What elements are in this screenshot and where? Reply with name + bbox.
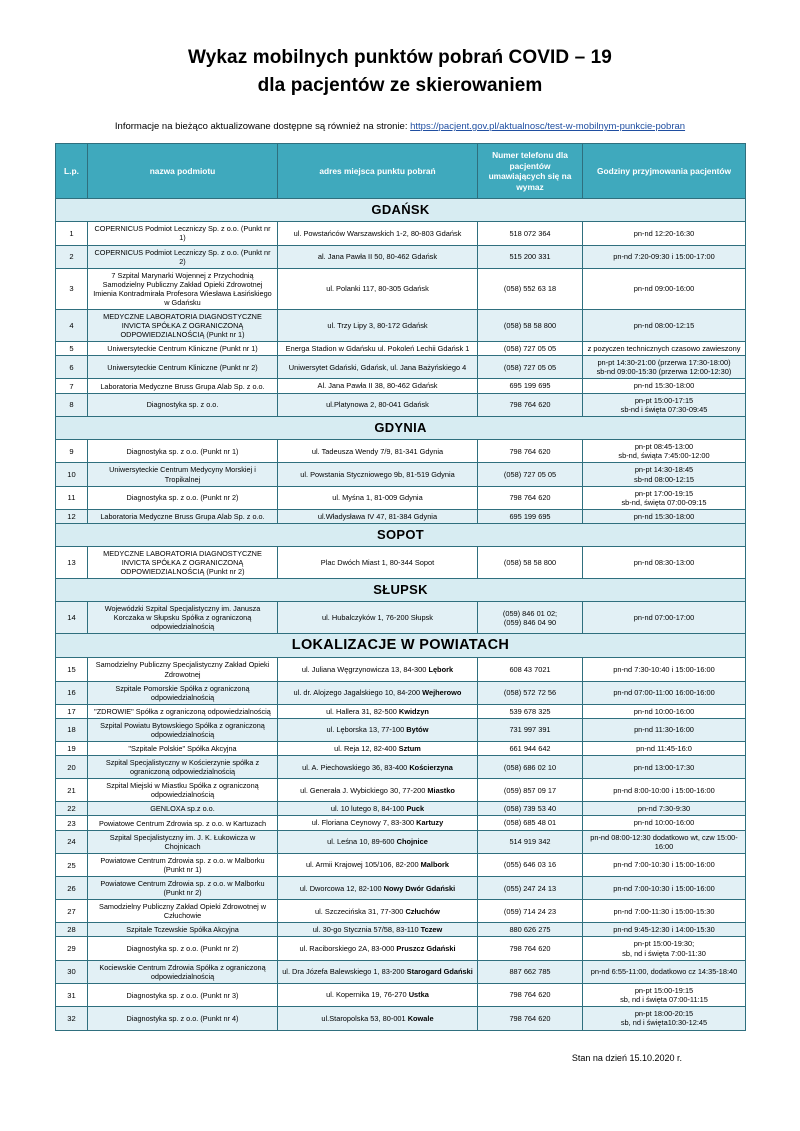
table-row xyxy=(56,756,746,779)
table-row xyxy=(56,681,746,704)
entity-name: 7 Szpital Marynarki Wojennej z Przychodnią Samodzielny Publiczny Zakład Opieki Zdrowotnej Imienia Kontradmirała Profesora Wiesława Łasińskiego w Gdańsku xyxy=(88,268,278,309)
row-index: 31 xyxy=(56,983,88,1006)
entity-phone: 798 764 620 xyxy=(478,439,583,462)
entity-hours: z pozyczen technicznych czasowo zawieszony xyxy=(583,341,746,355)
entity-phone: (058) 727 05 05 xyxy=(478,356,583,379)
entity-hours: pn-nd 7:00-11:30 i 15:00-15:30 xyxy=(583,900,746,923)
entity-name: Diagnostyka sp. z o.o. (Punkt nr 4) xyxy=(88,1007,278,1030)
section-header-row xyxy=(56,416,746,439)
entity-phone: 515 200 331 xyxy=(478,245,583,268)
entity-hours: pn-nd 15:30-18:00 xyxy=(583,379,746,393)
entity-hours: pn-pt 14:30-18:45 sb-nd 08:00-12:15 xyxy=(583,463,746,486)
table-row xyxy=(56,341,746,355)
entity-phone: 539 678 325 xyxy=(478,704,583,718)
table-row xyxy=(56,602,746,634)
entity-hours: pn-nd 7:20-09:30 i 15:00-17:00 xyxy=(583,245,746,268)
page-title xyxy=(55,44,745,99)
entity-name: Szpital Specjalistyczny w Kościerzynie spółka z ograniczoną odpowiedzialnością xyxy=(88,756,278,779)
row-index: 9 xyxy=(56,439,88,462)
entity-hours: pn-nd 6:55-11:00, dodatkowo cz 14:35-18:40 xyxy=(583,960,746,983)
table-row xyxy=(56,741,746,755)
title-line-2: dla pacjentów ze skierowaniem xyxy=(257,74,543,96)
entity-phone: 608 43 7021 xyxy=(478,658,583,681)
entity-name: Diagnostyka sp. z o.o. (Punkt nr 1) xyxy=(88,439,278,462)
entity-phone: 518 072 364 xyxy=(478,222,583,245)
table-row xyxy=(56,900,746,923)
entity-phone: (059) 846 01 02; (059) 846 04 90 xyxy=(478,602,583,634)
table-header-row xyxy=(56,144,746,199)
entity-name: Diagnostyka sp. z o.o. (Punkt nr 3) xyxy=(88,983,278,1006)
entity-phone: (055) 247 24 13 xyxy=(478,877,583,900)
table-row xyxy=(56,937,746,960)
entity-name: "Szpitale Polskie" Spółka Akcyjna xyxy=(88,741,278,755)
entity-address: ul. Hubalczyków 1, 76-200 Słupsk xyxy=(278,602,478,634)
entity-address: ul. Leśna 10, 89-600 Chojnice xyxy=(278,830,478,853)
table-row xyxy=(56,393,746,416)
entity-hours: pn-nd 11:30-16:00 xyxy=(583,718,746,741)
entity-hours: pn-pt 08:45-13:00 sb-nd, świąta 7:45:00-12:00 xyxy=(583,439,746,462)
row-index: 1 xyxy=(56,222,88,245)
row-index: 21 xyxy=(56,779,88,802)
entity-name: COPERNICUS Podmiot Leczniczy Sp. z o.o. (Punkt nr 1) xyxy=(88,222,278,245)
entity-address: al. Jana Pawła II 50, 80-462 Gdańsk xyxy=(278,245,478,268)
col-header-lp: L.p. xyxy=(56,144,88,199)
row-index: 24 xyxy=(56,830,88,853)
entity-address: ul.Staropolska 53, 80-001 Kowale xyxy=(278,1007,478,1030)
row-index: 2 xyxy=(56,245,88,268)
table-row xyxy=(56,510,746,524)
entity-name: Diagnostyka sp. z o.o. (Punkt nr 2) xyxy=(88,486,278,509)
col-header-phone: Numer telefonu dla pacjentów umawiających się na wymaz xyxy=(478,144,583,199)
entity-address: ul. Dworcowa 12, 82-100 Nowy Dwór Gdański xyxy=(278,877,478,900)
table-row xyxy=(56,704,746,718)
entity-name: Uniwersyteckie Centrum Medycyny Morskiej i Tropikalnej xyxy=(88,463,278,486)
entity-name: "ZDROWIE" Spółka z ograniczoną odpowiedzialnością xyxy=(88,704,278,718)
table-head xyxy=(56,144,746,199)
row-index: 4 xyxy=(56,309,88,341)
entity-phone: 695 199 695 xyxy=(478,510,583,524)
row-index: 29 xyxy=(56,937,88,960)
row-index: 8 xyxy=(56,393,88,416)
row-index: 27 xyxy=(56,900,88,923)
entity-hours: pn-nd 08:00-12:30 dodatkowo wt, czw 15:00-16:00 xyxy=(583,830,746,853)
entity-name: Samodzielny Publiczny Zakład Opieki Zdrowotnej w Człuchowie xyxy=(88,900,278,923)
entity-address: ul. Myśna 1, 81-009 Gdynia xyxy=(278,486,478,509)
entity-name: Szpital Specjalistyczny im. J. K. Łukowicza w Chojnicach xyxy=(88,830,278,853)
entity-name: Uniwersyteckie Centrum Kliniczne (Punkt nr 2) xyxy=(88,356,278,379)
table-row xyxy=(56,245,746,268)
table-body xyxy=(56,199,746,1030)
entity-hours: pn-nd 7:00-10:30 i 15:00-16:00 xyxy=(583,877,746,900)
entity-name: Kociewskie Centrum Zdrowia Spółka z ograniczoną odpowiedzialnością xyxy=(88,960,278,983)
entity-hours: pn-nd 15:30-18:00 xyxy=(583,510,746,524)
table-row xyxy=(56,486,746,509)
table-row xyxy=(56,830,746,853)
table-row xyxy=(56,463,746,486)
table-row xyxy=(56,268,746,309)
entity-hours: pn-nd 08:30-13:00 xyxy=(583,547,746,579)
entity-address: ul. Kopernika 19, 76-270 Ustka xyxy=(278,983,478,1006)
table-row xyxy=(56,816,746,830)
row-index: 22 xyxy=(56,802,88,816)
section-header-row xyxy=(56,579,746,602)
entity-address: Energa Stadion w Gdańsku ul. Pokoleń Lechii Gdańsk 1 xyxy=(278,341,478,355)
entity-address: ul. Trzy Lipy 3, 80-172 Gdańsk xyxy=(278,309,478,341)
entity-address: ul. Raciborskiego 2A, 83-000 Pruszcz Gdański xyxy=(278,937,478,960)
entity-name: MEDYCZNE LABORATORIA DIAGNOSTYCZNE INVICTA SPÓŁKA Z OGRANICZONĄ ODPOWIEDZIALNOŚCIĄ (Punkt nr 2) xyxy=(88,547,278,579)
entity-address: ul. Floriana Ceynowy 7, 83-300 Kartuzy xyxy=(278,816,478,830)
entity-name: MEDYCZNE LABORATORIA DIAGNOSTYCZNE INVICTA SPÓŁKA Z OGRANICZONĄ ODPOWIEDZIALNOŚCIĄ (Punkt nr 1) xyxy=(88,309,278,341)
entity-name: Laboratoria Medyczne Bruss Grupa Alab Sp. z o.o. xyxy=(88,379,278,393)
entity-phone: 798 764 620 xyxy=(478,983,583,1006)
entity-hours: pn-nd 7:30-9:30 xyxy=(583,802,746,816)
entity-hours: pn-nd 8:00-10:00 i 15:00-16:00 xyxy=(583,779,746,802)
entity-address: Plac Dwóch Miast 1, 80-344 Sopot xyxy=(278,547,478,579)
entity-phone: 798 764 620 xyxy=(478,486,583,509)
entity-hours: pn-nd 07:00-17:00 xyxy=(583,602,746,634)
entity-phone: (055) 646 03 16 xyxy=(478,853,583,876)
row-index: 12 xyxy=(56,510,88,524)
entity-address: ul. Generała J. Wybickiego 30, 77-200 Miastko xyxy=(278,779,478,802)
entity-address: ul.Władysława IV 47, 81-384 Gdynia xyxy=(278,510,478,524)
entity-phone: (058) 739 53 40 xyxy=(478,802,583,816)
entity-hours: pn-nd 11:45-16:0 xyxy=(583,741,746,755)
entity-name: Szpitale Tczewskie Spółka Akcyjna xyxy=(88,923,278,937)
entity-hours: pn-pt 14:30-21:00 (przerwa 17:30-18:00) sb-nd 09:00-15:30 (przerwa 12:00-12:30) xyxy=(583,356,746,379)
row-index: 14 xyxy=(56,602,88,634)
section-title: GDYNIA xyxy=(56,416,746,439)
entity-name: Diagnostyka sp. z o.o. xyxy=(88,393,278,416)
row-index: 10 xyxy=(56,463,88,486)
entity-name: Szpital Miejski w Miastku Spółka z ograniczoną odpowiedzialnością xyxy=(88,779,278,802)
row-index: 19 xyxy=(56,741,88,755)
row-index: 16 xyxy=(56,681,88,704)
section-header-row xyxy=(56,199,746,222)
entity-address: ul. Powstania Styczniowego 9b, 81-519 Gdynia xyxy=(278,463,478,486)
entity-name: Szpital Powiatu Bytowskiego Spółka z ograniczoną odpowiedzialnością xyxy=(88,718,278,741)
entity-name: Powiatowe Centrum Zdrowia sp. z o.o. w Malborku (Punkt nr 1) xyxy=(88,853,278,876)
table-row xyxy=(56,356,746,379)
section-title: SŁUPSK xyxy=(56,579,746,602)
table-row xyxy=(56,853,746,876)
info-prefix: Informacje na bieżąco aktualizowane dostępne są również na stronie: xyxy=(114,121,411,133)
row-index: 20 xyxy=(56,756,88,779)
entity-phone: 661 944 642 xyxy=(478,741,583,755)
entity-hours: pn-pt 15:00-19:15 sb, nd i święta 07:00-11:15 xyxy=(583,983,746,1006)
row-index: 6 xyxy=(56,356,88,379)
entity-name: Szpitale Pomorskie Spółka z ograniczoną odpowiedzialnością xyxy=(88,681,278,704)
entity-address: ul. Tadeusza Wendy 7/9, 81-341 Gdynia xyxy=(278,439,478,462)
section-title: GDAŃSK xyxy=(56,199,746,222)
entity-phone: (058) 58 58 800 xyxy=(478,309,583,341)
table-row xyxy=(56,379,746,393)
entity-phone: (058) 727 05 05 xyxy=(478,341,583,355)
entity-phone: (058) 572 72 56 xyxy=(478,681,583,704)
entity-hours: pn-nd 9:45-12:30 i 14:00-15:30 xyxy=(583,923,746,937)
entity-phone: 798 764 620 xyxy=(478,393,583,416)
entity-phone: 695 199 695 xyxy=(478,379,583,393)
points-table xyxy=(55,143,746,1030)
entity-phone: 514 919 342 xyxy=(478,830,583,853)
entity-phone: 880 626 275 xyxy=(478,923,583,937)
entity-name: Laboratoria Medyczne Bruss Grupa Alab Sp. z o.o. xyxy=(88,510,278,524)
table-row xyxy=(56,1007,746,1030)
entity-hours: pn-pt 17:00-19:15 sb-nd, święta 07:00-09:15 xyxy=(583,486,746,509)
table-row xyxy=(56,960,746,983)
table-row xyxy=(56,877,746,900)
entity-address: ul. Hallera 31, 82-500 Kwidzyn xyxy=(278,704,478,718)
entity-name: Wojewódzki Szpital Specjalistyczny im. Janusza Korczaka w Słupsku Spółka z ograniczoną odpowiedzialnością xyxy=(88,602,278,634)
entity-address: ul. Armii Krajowej 105/106, 82-200 Malbork xyxy=(278,853,478,876)
entity-name: Powiatowe Centrum Zdrowia sp. z o.o. w Malborku (Punkt nr 2) xyxy=(88,877,278,900)
section-title: SOPOT xyxy=(56,524,746,547)
col-header-hours: Godziny przyjmowania pacjentów xyxy=(583,144,746,199)
table-row xyxy=(56,779,746,802)
entity-hours: pn-pt 18:00-20:15 sb, nd i święta10:30-12:45 xyxy=(583,1007,746,1030)
entity-name: Samodzielny Publiczny Specjalistyczny Zakład Opieki Zdrowotnej xyxy=(88,658,278,681)
section-header-row xyxy=(56,524,746,547)
entity-address: ul. Juliana Węgrzynowicza 13, 84-300 Lębork xyxy=(278,658,478,681)
entity-name: Uniwersyteckie Centrum Kliniczne (Punkt nr 1) xyxy=(88,341,278,355)
entity-address: ul. Powstańców Warszawskich 1-2, 80-803 Gdańsk xyxy=(278,222,478,245)
entity-address: ul. Dra Józefa Balewskiego 1, 83-200 Starogard Gdański xyxy=(278,960,478,983)
table-row xyxy=(56,923,746,937)
row-index: 3 xyxy=(56,268,88,309)
entity-phone: 798 764 620 xyxy=(478,937,583,960)
entity-phone: (058) 685 48 01 xyxy=(478,816,583,830)
entity-phone: (058) 727 05 05 xyxy=(478,463,583,486)
document-footer: Stan na dzień 15.10.2020 r. xyxy=(571,1052,682,1063)
entity-hours: pn-pt 15:00-19:30; sb, nd i święta 7:00-11:30 xyxy=(583,937,746,960)
title-line-1: Wykaz mobilnych punktów pobrań COVID – 19 xyxy=(188,47,612,68)
row-index: 32 xyxy=(56,1007,88,1030)
entity-phone: (058) 686 02 10 xyxy=(478,756,583,779)
entity-hours: pn-nd 09:00-16:00 xyxy=(583,268,746,309)
entity-phone: 731 997 391 xyxy=(478,718,583,741)
section-title: LOKALIZACJE W POWIATACH xyxy=(56,634,746,658)
entity-address: ul. Polanki 117, 80-305 Gdańsk xyxy=(278,268,478,309)
info-line xyxy=(55,121,745,133)
row-index: 30 xyxy=(56,960,88,983)
entity-phone: (058) 552 63 18 xyxy=(478,268,583,309)
entity-hours: pn-nd 10:00-16:00 xyxy=(583,816,746,830)
row-index: 11 xyxy=(56,486,88,509)
entity-phone: (058) 58 58 800 xyxy=(478,547,583,579)
entity-address: ul. 30-go Stycznia 57/58, 83-110 Tczew xyxy=(278,923,478,937)
table-row xyxy=(56,222,746,245)
entity-address: Uniwersytet Gdański, Gdańsk, ul. Jana Bażyńskiego 4 xyxy=(278,356,478,379)
col-header-address: adres miejsca punktu pobrań xyxy=(278,144,478,199)
entity-hours: pn-nd 08:00-12:15 xyxy=(583,309,746,341)
table-row xyxy=(56,658,746,681)
entity-hours: pn-nd 10:00-16:00 xyxy=(583,704,746,718)
row-index: 7 xyxy=(56,379,88,393)
entity-address: ul. A. Piechowskiego 36, 83-400 Kościerzyna xyxy=(278,756,478,779)
entity-address: Al. Jana Pawła II 38, 80-462 Gdańsk xyxy=(278,379,478,393)
entity-hours: pn-nd 13:00-17:30 xyxy=(583,756,746,779)
row-index: 5 xyxy=(56,341,88,355)
entity-address: ul. Lęborska 13, 77-100 Bytów xyxy=(278,718,478,741)
entity-name: Diagnostyka sp. z o.o. (Punkt nr 2) xyxy=(88,937,278,960)
entity-phone: 887 662 785 xyxy=(478,960,583,983)
entity-hours: pn-nd 12:20-16:30 xyxy=(583,222,746,245)
row-index: 18 xyxy=(56,718,88,741)
info-link[interactable]: https://pacjent.gov.pl/aktualnosc/test-w-mobilnym-punkcie-pobran xyxy=(410,121,686,133)
section-header-row xyxy=(56,634,746,658)
table-row xyxy=(56,983,746,1006)
entity-address: ul. 10 lutego 8, 84-100 Puck xyxy=(278,802,478,816)
entity-address: ul.Platynowa 2, 80-041 Gdańsk xyxy=(278,393,478,416)
entity-address: ul. Szczecińska 31, 77-300 Człuchów xyxy=(278,900,478,923)
entity-phone: (059) 857 09 17 xyxy=(478,779,583,802)
col-header-name: nazwa podmiotu xyxy=(88,144,278,199)
entity-address: ul. dr. Alojzego Jagalskiego 10, 84-200 Wejherowo xyxy=(278,681,478,704)
entity-name: COPERNICUS Podmiot Leczniczy Sp. z o.o. (Punkt nr 2) xyxy=(88,245,278,268)
row-index: 26 xyxy=(56,877,88,900)
entity-phone: (059) 714 24 23 xyxy=(478,900,583,923)
row-index: 23 xyxy=(56,816,88,830)
table-row xyxy=(56,439,746,462)
entity-hours: pn-nd 7:00-10:30 i 15:00-16:00 xyxy=(583,853,746,876)
row-index: 13 xyxy=(56,547,88,579)
entity-phone: 798 764 620 xyxy=(478,1007,583,1030)
entity-address: ul. Reja 12, 82-400 Sztum xyxy=(278,741,478,755)
table-row xyxy=(56,309,746,341)
row-index: 17 xyxy=(56,704,88,718)
row-index: 15 xyxy=(56,658,88,681)
entity-hours: pn-nd 07:00-11:00 16:00-16:00 xyxy=(583,681,746,704)
table-row xyxy=(56,718,746,741)
table-row xyxy=(56,547,746,579)
entity-hours: pn-nd 7:30-10:40 i 15:00-16:00 xyxy=(583,658,746,681)
row-index: 25 xyxy=(56,853,88,876)
table-row xyxy=(56,802,746,816)
entity-name: GENLOXA sp.z o.o. xyxy=(88,802,278,816)
row-index: 28 xyxy=(56,923,88,937)
entity-name: Powiatowe Centrum Zdrowia sp. z o.o. w Kartuzach xyxy=(88,816,278,830)
entity-hours: pn-pt 15:00-17:15 sb-nd i święta 07:30-09:45 xyxy=(583,393,746,416)
